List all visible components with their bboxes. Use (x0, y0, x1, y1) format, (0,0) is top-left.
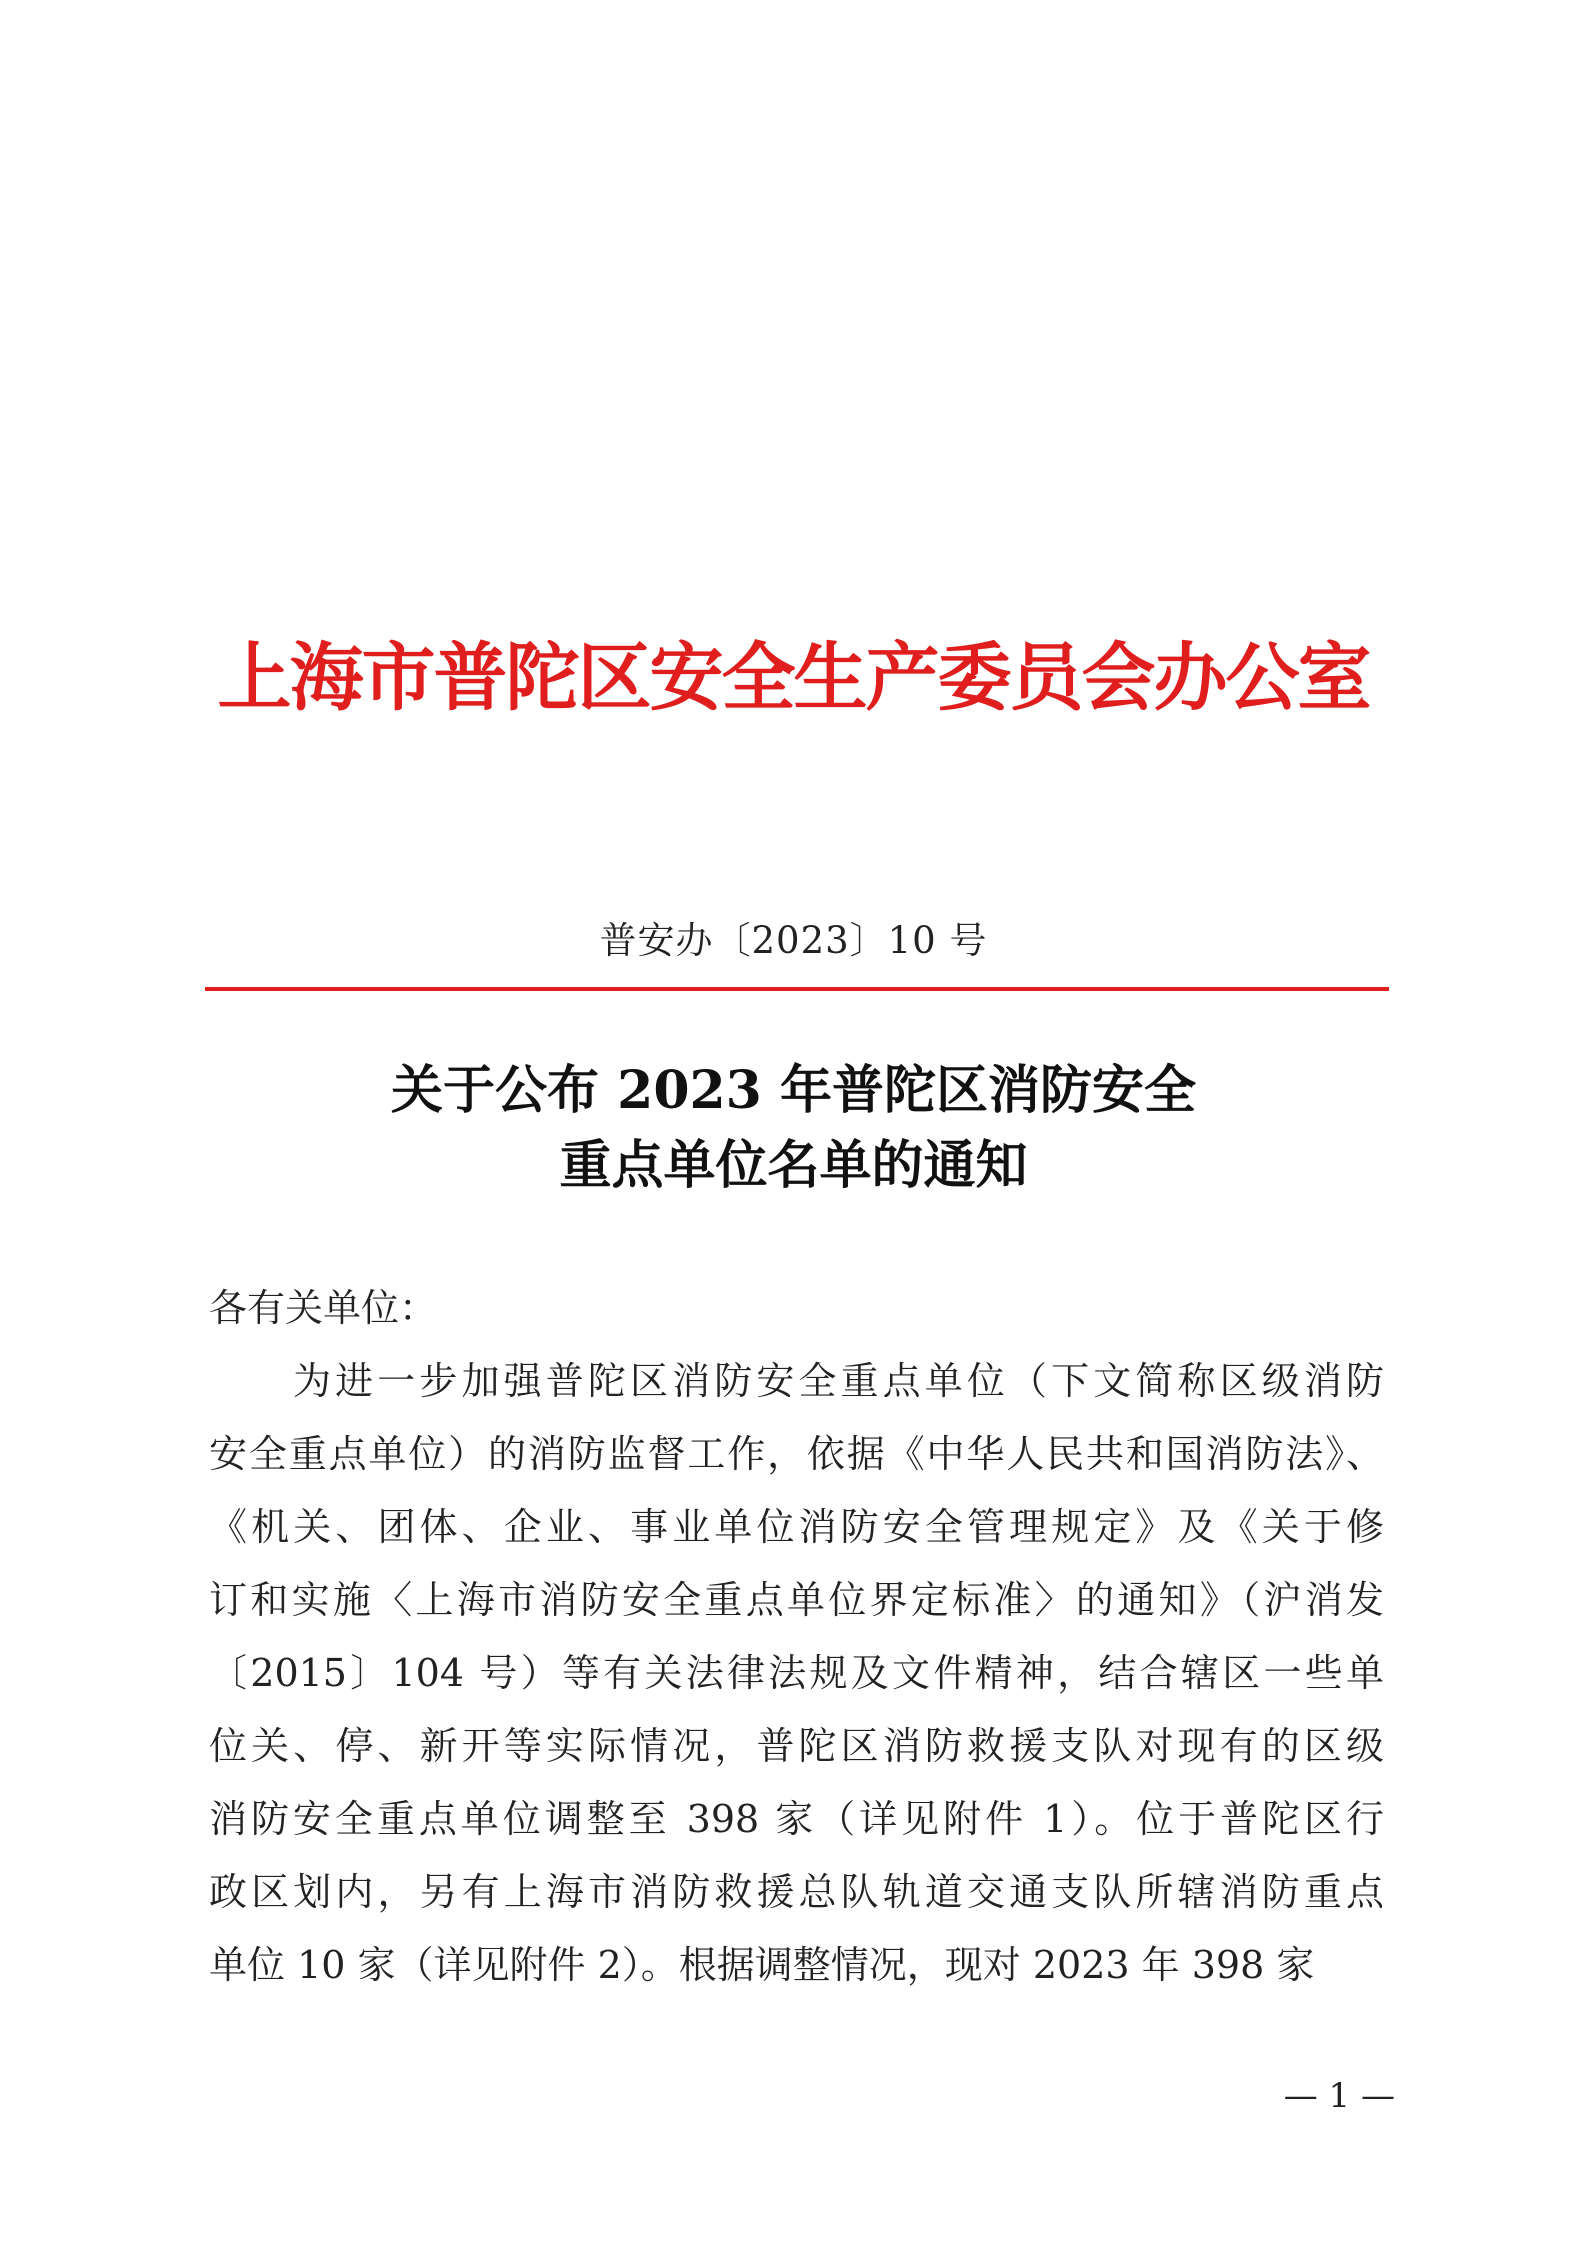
document-number: 普安办〔2023〕10 号 (599, 919, 988, 962)
body-line: 消防安全重点单位调整至 398 家（详见附件 1）。位于普陀区行 (209, 1797, 1384, 1841)
body-line: 〔2015〕104 号）等有关法律法规及文件精神，结合辖区一些单 (209, 1651, 1384, 1695)
issuer-header: 上海市普陀区安全生产委员会办公室 (217, 635, 1370, 721)
body-line: 《机关、团体、企业、事业单位消防安全管理规定》及《关于修 (209, 1505, 1384, 1549)
body-line: 位关、停、新开等实际情况，普陀区消防救援支队对现有的区级 (209, 1724, 1384, 1768)
document-title-line-1: 关于公布 2023 年普陀区消防安全 (391, 1060, 1196, 1121)
body-line: 安全重点单位）的消防监督工作，依据《中华人民共和国消防法》、 (209, 1432, 1384, 1476)
body-line: 单位 10 家（详见附件 2）。根据调整情况，现对 2023 年 398 家 (209, 1943, 1315, 1987)
salutation: 各有关单位： (209, 1286, 438, 1330)
body-line: 订和实施〈上海市消防安全重点单位界定标准〉的通知》（沪消发 (209, 1578, 1384, 1622)
document-title-line-2: 重点单位名单的通知 (559, 1135, 1028, 1196)
red-divider (205, 987, 1389, 991)
page-number: — 1 — (1283, 2076, 1395, 2116)
body-line: 政区划内，另有上海市消防救援总队轨道交通支队所辖消防重点 (209, 1870, 1384, 1914)
body-line: 为进一步加强普陀区消防安全重点单位（下文简称区级消防 (293, 1359, 1384, 1403)
